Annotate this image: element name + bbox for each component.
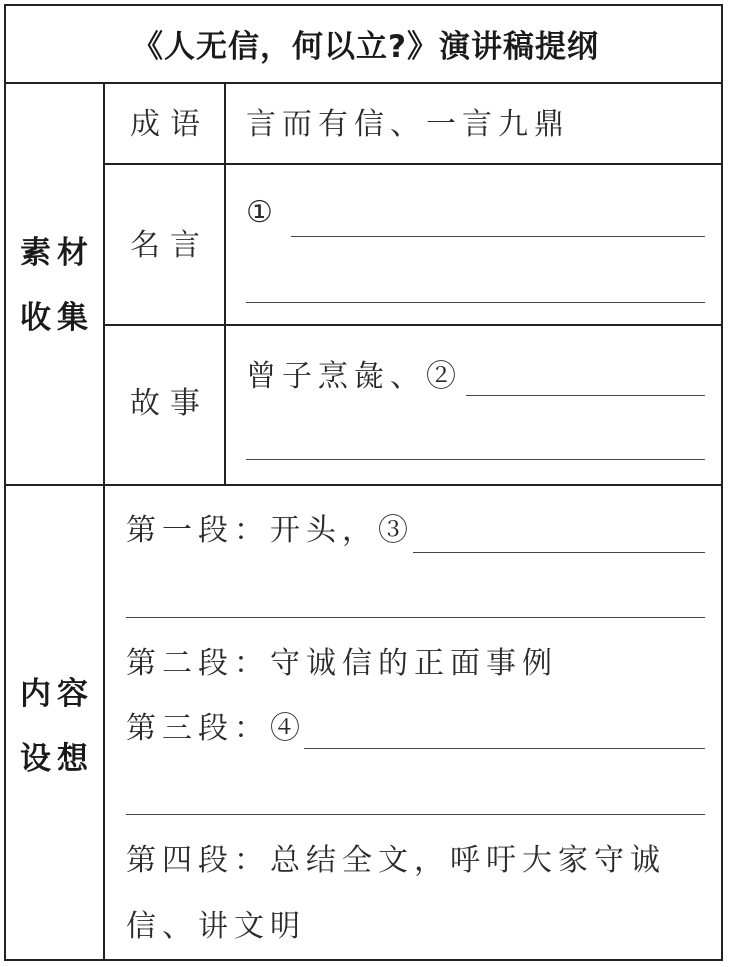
label-column-divider (224, 84, 226, 484)
story-text: 曾子烹彘、② (246, 359, 462, 394)
paragraph-1-answer-line-1[interactable] (413, 552, 705, 553)
paragraph-1-text: 第一段：开头，③ (126, 513, 414, 548)
quote-divider (105, 324, 721, 326)
story-answer-line-1[interactable] (466, 395, 705, 396)
quote-label: 名言 (130, 228, 210, 263)
paragraph-3-text: 第三段：④ (126, 711, 306, 746)
paragraph-4-text-line-1: 第四段：总结全文，呼吁大家守诚 (126, 843, 666, 878)
title-divider (6, 82, 721, 84)
paragraph-1-answer-line-2[interactable] (126, 617, 705, 618)
idiom-divider (105, 163, 721, 165)
paragraph-4-text-line-2: 信、讲文明 (126, 909, 306, 944)
story-label: 故事 (130, 386, 210, 421)
section-divider (6, 484, 721, 486)
section-column-divider (103, 84, 105, 959)
materials-section-label-2: 收集 (20, 300, 94, 336)
idiom-text: 言而有信、一言九鼎 (246, 107, 570, 142)
outline-table (4, 4, 723, 961)
paragraph-2-text: 第二段：守诚信的正面事例 (126, 646, 558, 681)
paragraph-3-answer-line-1[interactable] (304, 748, 705, 749)
materials-section-label-1: 素材 (20, 235, 94, 271)
quote-answer-line-2[interactable] (246, 302, 705, 303)
quote-answer-line-1[interactable] (291, 236, 705, 237)
content-section-label-1: 内容 (20, 676, 94, 712)
story-answer-line-2[interactable] (246, 459, 705, 460)
outline-title: 《人无信，何以立?》演讲稿提纲 (132, 29, 599, 65)
quote-blank-marker: ① (246, 195, 279, 230)
paragraph-3-answer-line-2[interactable] (126, 814, 705, 815)
idiom-label: 成语 (130, 107, 210, 142)
content-section-label-2: 设想 (20, 741, 94, 777)
